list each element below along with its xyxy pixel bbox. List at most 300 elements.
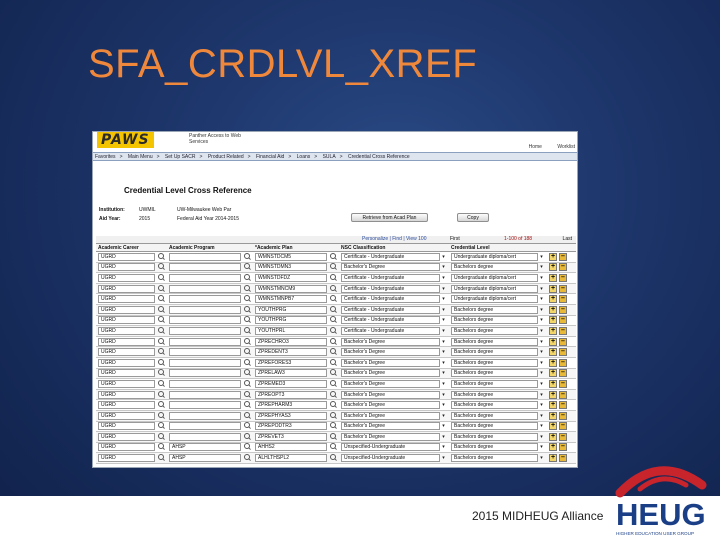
lookup-icon[interactable] xyxy=(157,285,165,293)
nsc-classification-select[interactable]: Certificate - Undergraduate xyxy=(341,274,440,282)
credential-level-select[interactable]: Bachelors degree xyxy=(451,359,538,367)
lookup-icon[interactable] xyxy=(243,263,251,271)
nsc-classification-select[interactable]: Bachelor's Degree xyxy=(341,433,440,441)
plan-field[interactable]: ZPREFORES3 xyxy=(255,359,327,367)
plan-field[interactable]: WMNSTDFDZ xyxy=(255,274,327,282)
add-row-button[interactable]: + xyxy=(550,379,556,387)
program-field[interactable] xyxy=(169,412,241,420)
program-field[interactable] xyxy=(169,253,241,261)
lookup-icon[interactable] xyxy=(243,348,251,356)
lookup-icon[interactable] xyxy=(329,359,337,367)
career-field[interactable]: UGRD xyxy=(98,391,155,399)
chevron-down-icon[interactable]: ▾ xyxy=(540,412,543,419)
table-row xyxy=(96,262,576,273)
lookup-icon[interactable] xyxy=(157,295,165,303)
aid-year-label: Aid Year: xyxy=(99,216,121,222)
lookup-icon[interactable] xyxy=(157,327,165,335)
plan-field[interactable]: YOUTHPRG xyxy=(255,306,327,314)
plan-field[interactable]: ZPREDENT3 xyxy=(255,348,327,356)
lookup-icon[interactable] xyxy=(157,348,165,356)
lookup-icon[interactable] xyxy=(157,306,165,314)
career-field[interactable]: UGRD xyxy=(98,359,155,367)
breadcrumb-item[interactable]: Financial Aid xyxy=(255,154,285,160)
lookup-icon[interactable] xyxy=(157,359,165,367)
logo-arc-icon xyxy=(620,471,702,493)
col-academic-career[interactable]: Academic Career xyxy=(96,244,167,252)
program-field[interactable] xyxy=(169,338,241,346)
lookup-icon[interactable] xyxy=(329,316,337,324)
lookup-icon[interactable] xyxy=(243,391,251,399)
chevron-down-icon[interactable]: ▾ xyxy=(442,412,445,419)
table-row xyxy=(96,400,576,411)
plan-field[interactable]: ZPRELAW3 xyxy=(255,369,327,377)
lookup-icon[interactable] xyxy=(157,316,165,324)
lookup-icon[interactable] xyxy=(243,433,251,441)
lookup-icon[interactable] xyxy=(157,338,165,346)
career-field[interactable]: UGRD xyxy=(98,327,155,335)
chevron-down-icon[interactable]: ▾ xyxy=(540,274,543,281)
chevron-down-icon[interactable]: ▾ xyxy=(540,444,543,451)
col-academic-program[interactable]: Academic Program xyxy=(167,244,253,252)
table-row xyxy=(96,453,576,464)
aid-year-value: 2015 xyxy=(139,216,151,222)
add-row-button[interactable]: + xyxy=(550,295,556,303)
plan-field[interactable]: WMNSTMNCM9 xyxy=(255,285,327,293)
program-field[interactable]: AHSP xyxy=(169,443,241,451)
breadcrumb-item[interactable]: Loans xyxy=(296,154,311,160)
plan-field[interactable]: ZPREMED3 xyxy=(255,380,327,388)
last-link[interactable]: Last xyxy=(562,236,572,242)
add-row-button[interactable]: + xyxy=(550,432,556,440)
lookup-icon[interactable] xyxy=(243,253,251,261)
nsc-classification-select[interactable]: Bachelor's Degree xyxy=(341,412,440,420)
nsc-classification-select[interactable]: Bachelor's Degree xyxy=(341,391,440,399)
career-field[interactable]: UGRD xyxy=(98,253,155,261)
chevron-down-icon[interactable]: ▾ xyxy=(540,338,543,345)
lookup-icon[interactable] xyxy=(157,422,165,430)
delete-row-button[interactable]: – xyxy=(559,263,567,271)
add-row-button[interactable]: + xyxy=(550,411,556,419)
chevron-down-icon[interactable]: ▾ xyxy=(442,423,445,430)
delete-row-button[interactable]: – xyxy=(559,443,567,451)
heug-logo-text: HEUG xyxy=(616,497,706,532)
heug-logo xyxy=(610,455,720,540)
grid-header-row xyxy=(96,244,576,252)
chevron-down-icon[interactable]: ▾ xyxy=(442,306,445,313)
chevron-down-icon[interactable]: ▾ xyxy=(540,433,543,440)
chevron-down-icon[interactable]: ▾ xyxy=(540,264,543,271)
table-row xyxy=(96,421,576,432)
nsc-classification-select[interactable]: Certificate - Undergraduate xyxy=(341,285,440,293)
delete-row-button[interactable]: – xyxy=(559,295,567,303)
credential-level-select[interactable]: Undergraduate diploma/cert xyxy=(451,295,538,303)
plan-field[interactable]: ZPREOPT3 xyxy=(255,391,327,399)
credential-level-select[interactable]: Undergraduate diploma/cert xyxy=(451,274,538,282)
program-field[interactable] xyxy=(169,422,241,430)
career-field[interactable]: UGRD xyxy=(98,285,155,293)
add-row-button[interactable]: + xyxy=(550,358,556,366)
add-row-button[interactable]: + xyxy=(550,401,556,409)
plan-field[interactable]: ZPREVET3 xyxy=(255,433,327,441)
delete-row-button[interactable]: – xyxy=(559,327,567,335)
copy-button[interactable]: Copy xyxy=(457,213,489,222)
col-credential-level[interactable]: Credential Level xyxy=(449,244,547,252)
lookup-icon[interactable] xyxy=(329,401,337,409)
add-row-button[interactable]: + xyxy=(550,252,556,260)
program-field[interactable] xyxy=(169,316,241,324)
nsc-classification-select[interactable]: Certificate - Undergraduate xyxy=(341,306,440,314)
nsc-classification-select[interactable]: Certificate - Undergraduate xyxy=(341,253,440,261)
lookup-icon[interactable] xyxy=(329,253,337,261)
chevron-down-icon[interactable]: ▾ xyxy=(442,327,445,334)
delete-row-button[interactable]: – xyxy=(559,359,567,367)
first-link[interactable]: First xyxy=(450,236,460,242)
chevron-down-icon[interactable]: ▾ xyxy=(442,274,445,281)
program-field[interactable] xyxy=(169,295,241,303)
page-title: Credential Level Cross Reference xyxy=(124,186,252,195)
chevron-down-icon[interactable]: ▾ xyxy=(540,317,543,324)
credential-level-select[interactable]: Bachelors degree xyxy=(451,422,538,430)
table-row xyxy=(96,315,576,326)
plan-field[interactable]: AHHS2 xyxy=(255,443,327,451)
lookup-icon[interactable] xyxy=(243,285,251,293)
plan-field[interactable]: ALHLTHSPL2 xyxy=(255,454,327,462)
credential-grid xyxy=(96,243,576,464)
lookup-icon[interactable] xyxy=(243,338,251,346)
career-field[interactable]: UGRD xyxy=(98,380,155,388)
plan-field[interactable]: WMNSTDMN3 xyxy=(255,263,327,271)
nsc-classification-select[interactable]: Bachelor's Degree xyxy=(341,348,440,356)
table-row xyxy=(96,410,576,421)
lookup-icon[interactable] xyxy=(243,369,251,377)
chevron-down-icon[interactable]: ▾ xyxy=(540,327,543,334)
lookup-icon[interactable] xyxy=(157,401,165,409)
career-field[interactable]: UGRD xyxy=(98,401,155,409)
delete-row-button[interactable]: – xyxy=(559,306,567,314)
chevron-down-icon[interactable]: ▾ xyxy=(540,296,543,303)
career-field[interactable]: UGRD xyxy=(98,338,155,346)
add-row-button[interactable]: + xyxy=(550,454,556,462)
plan-field[interactable]: WMNSTMNPB7 xyxy=(255,295,327,303)
delete-row-button[interactable]: – xyxy=(559,348,567,356)
credential-level-select[interactable]: Bachelors degree xyxy=(451,306,538,314)
delete-row-button[interactable]: – xyxy=(559,412,567,420)
plan-field[interactable]: WMNSTDCM5 xyxy=(255,253,327,261)
program-field[interactable] xyxy=(169,401,241,409)
col-academic-plan[interactable]: *Academic Plan xyxy=(253,244,339,252)
col-actions xyxy=(547,244,576,252)
chevron-down-icon[interactable]: ▾ xyxy=(442,380,445,387)
heug-logo-subtitle: HIGHER EDUCATION USER GROUP xyxy=(616,531,695,536)
chevron-down-icon[interactable]: ▾ xyxy=(442,253,445,260)
add-row-button[interactable]: + xyxy=(550,422,556,430)
row-count: 1-100 of 188 xyxy=(504,236,533,242)
plan-field[interactable]: ZPRECHRO3 xyxy=(255,338,327,346)
col-nsc-classification[interactable]: NSC Classification xyxy=(339,244,449,252)
credential-level-select[interactable]: Bachelors degree xyxy=(451,327,538,335)
lookup-icon[interactable] xyxy=(329,422,337,430)
table-row xyxy=(96,326,576,337)
lookup-icon[interactable] xyxy=(243,443,251,451)
chevron-down-icon[interactable]: ▾ xyxy=(540,349,543,356)
chevron-down-icon[interactable]: ▾ xyxy=(442,370,445,377)
grid-navigation-bar xyxy=(96,236,576,243)
breadcrumb-item[interactable]: Main Menu xyxy=(127,154,153,160)
chevron-down-icon[interactable]: ▾ xyxy=(442,444,445,451)
lookup-icon[interactable] xyxy=(329,412,337,420)
program-field[interactable] xyxy=(169,274,241,282)
institution-label: Institution: xyxy=(99,207,125,213)
table-row xyxy=(96,273,576,284)
credential-level-select[interactable]: Bachelors degree xyxy=(451,433,538,441)
lookup-icon[interactable] xyxy=(243,401,251,409)
paws-screenshot xyxy=(92,131,578,468)
chevron-down-icon[interactable]: ▾ xyxy=(442,391,445,398)
paws-tagline: Panther Access to Web Services xyxy=(189,133,241,145)
table-row xyxy=(96,389,576,400)
chevron-down-icon[interactable]: ▾ xyxy=(442,402,445,409)
credential-level-select[interactable]: Bachelors degree xyxy=(451,412,538,420)
delete-row-button[interactable]: – xyxy=(559,253,567,261)
plan-field[interactable]: YOUTHPRG xyxy=(255,316,327,324)
lookup-icon[interactable] xyxy=(243,454,251,462)
paws-header xyxy=(93,132,577,148)
chevron-down-icon[interactable]: ▾ xyxy=(442,338,445,345)
worklist-link[interactable]: Worklist xyxy=(557,144,575,150)
credential-level-select[interactable]: Bachelors degree xyxy=(451,316,538,324)
add-row-button[interactable]: + xyxy=(550,284,556,292)
delete-row-button[interactable]: – xyxy=(559,285,567,293)
institution-code: UWMIL xyxy=(139,207,156,213)
program-field[interactable]: AHSP xyxy=(169,454,241,462)
credential-level-select[interactable]: Bachelors degree xyxy=(451,369,538,377)
chevron-down-icon[interactable]: ▾ xyxy=(540,380,543,387)
lookup-icon[interactable] xyxy=(329,433,337,441)
program-field[interactable] xyxy=(169,433,241,441)
program-field[interactable] xyxy=(169,327,241,335)
chevron-down-icon[interactable]: ▾ xyxy=(540,455,543,462)
lookup-icon[interactable] xyxy=(157,274,165,282)
lookup-icon[interactable] xyxy=(243,306,251,314)
lookup-icon[interactable] xyxy=(157,253,165,261)
credential-level-select[interactable]: Bachelors degree xyxy=(451,454,538,462)
career-field[interactable]: UGRD xyxy=(98,306,155,314)
chevron-down-icon[interactable]: ▾ xyxy=(540,253,543,260)
lookup-icon[interactable] xyxy=(243,327,251,335)
breadcrumb-item[interactable]: Credential Cross Reference xyxy=(347,154,410,160)
delete-row-button[interactable]: – xyxy=(559,380,567,388)
program-field[interactable] xyxy=(169,306,241,314)
add-row-button[interactable]: + xyxy=(550,443,556,451)
lookup-icon[interactable] xyxy=(157,433,165,441)
add-row-button[interactable]: + xyxy=(550,390,556,398)
credential-level-select[interactable]: Undergraduate diploma/cert xyxy=(451,285,538,293)
lookup-icon[interactable] xyxy=(329,295,337,303)
credential-level-select[interactable]: Bachelors degree xyxy=(451,380,538,388)
delete-row-button[interactable]: – xyxy=(559,369,567,377)
breadcrumb-item[interactable]: SULA xyxy=(322,154,336,160)
lookup-icon[interactable] xyxy=(329,380,337,388)
breadcrumb-item[interactable]: Favorites xyxy=(95,154,116,160)
credential-level-select[interactable]: Bachelors degree xyxy=(451,263,538,271)
career-field[interactable]: UGRD xyxy=(98,369,155,377)
lookup-icon[interactable] xyxy=(157,454,165,462)
add-row-button[interactable]: + xyxy=(550,326,556,334)
nsc-classification-select[interactable]: Certificate - Undergraduate xyxy=(341,327,440,335)
lookup-icon[interactable] xyxy=(243,422,251,430)
delete-row-button[interactable]: – xyxy=(559,454,567,462)
slide-title: SFA_CRDLVL_XREF xyxy=(88,42,478,86)
chevron-down-icon[interactable]: ▾ xyxy=(540,423,543,430)
lookup-icon[interactable] xyxy=(329,391,337,399)
lookup-icon[interactable] xyxy=(329,327,337,335)
add-row-button[interactable]: + xyxy=(550,263,556,271)
credential-level-select[interactable]: Bachelors degree xyxy=(451,401,538,409)
nsc-classification-select[interactable]: Certificate - Undergraduate xyxy=(341,316,440,324)
table-row xyxy=(96,252,576,263)
lookup-icon[interactable] xyxy=(329,306,337,314)
lookup-icon[interactable] xyxy=(243,380,251,388)
retrieve-from-acad-plan-button[interactable]: Retrieve from Acad Plan xyxy=(351,213,428,222)
career-field[interactable]: UGRD xyxy=(98,263,155,271)
add-row-button[interactable]: + xyxy=(550,273,556,281)
chevron-down-icon[interactable]: ▾ xyxy=(540,402,543,409)
lookup-icon[interactable] xyxy=(329,443,337,451)
nsc-classification-select[interactable]: Unspecified-Undergraduate xyxy=(341,454,440,462)
credential-level-select[interactable]: Bachelors degree xyxy=(451,338,538,346)
lookup-icon[interactable] xyxy=(243,274,251,282)
chevron-down-icon[interactable]: ▾ xyxy=(540,359,543,366)
career-field[interactable]: UGRD xyxy=(98,348,155,356)
chevron-down-icon[interactable]: ▾ xyxy=(442,455,445,462)
nsc-classification-select[interactable]: Bachelor's Degree xyxy=(341,359,440,367)
chevron-down-icon[interactable]: ▾ xyxy=(442,359,445,366)
table-row xyxy=(96,336,576,347)
table-row xyxy=(96,379,576,390)
nsc-classification-select[interactable]: Bachelor's Degree xyxy=(341,422,440,430)
delete-row-button[interactable]: – xyxy=(559,274,567,282)
chevron-down-icon[interactable]: ▾ xyxy=(442,285,445,292)
paws-logo: PAWS xyxy=(97,132,154,148)
table-row xyxy=(96,357,576,368)
program-field[interactable] xyxy=(169,263,241,271)
lookup-icon[interactable] xyxy=(329,369,337,377)
chevron-down-icon[interactable]: ▾ xyxy=(442,317,445,324)
lookup-icon[interactable] xyxy=(329,338,337,346)
chevron-down-icon[interactable]: ▾ xyxy=(540,306,543,313)
delete-row-button[interactable]: – xyxy=(559,433,567,441)
credential-level-select[interactable]: Undergraduate diploma/cert xyxy=(451,253,538,261)
nsc-classification-select[interactable]: Bachelor's Degree xyxy=(341,338,440,346)
chevron-down-icon[interactable]: ▾ xyxy=(540,370,543,377)
delete-row-button[interactable]: – xyxy=(559,391,567,399)
plan-field[interactable]: ZPREPODTR3 xyxy=(255,422,327,430)
lookup-icon[interactable] xyxy=(157,443,165,451)
chevron-down-icon[interactable]: ▾ xyxy=(442,433,445,440)
plan-field[interactable]: YOUTHPRL xyxy=(255,327,327,335)
lookup-icon[interactable] xyxy=(157,391,165,399)
add-row-button[interactable]: + xyxy=(550,348,556,356)
nsc-classification-select[interactable]: Bachelor's Degree xyxy=(341,380,440,388)
nsc-classification-select[interactable]: Bachelor's Degree xyxy=(341,401,440,409)
institution-name: UW-Milwaukee Web Par xyxy=(177,207,232,213)
program-field[interactable] xyxy=(169,380,241,388)
breadcrumb-item[interactable]: Product Related xyxy=(207,154,244,160)
table-row xyxy=(96,347,576,358)
lookup-icon[interactable] xyxy=(329,263,337,271)
table-row xyxy=(96,294,576,305)
plan-field[interactable]: ZPREPHARM3 xyxy=(255,401,327,409)
breadcrumb-item[interactable]: Set Up SACR xyxy=(164,154,196,160)
home-link[interactable]: Home xyxy=(528,144,542,150)
lookup-icon[interactable] xyxy=(243,412,251,420)
career-field[interactable]: UGRD xyxy=(98,454,155,462)
nsc-classification-select[interactable]: Bachelor's Degree xyxy=(341,369,440,377)
aid-year-description: Federal Aid Year 2014-2015 xyxy=(177,216,239,222)
program-field[interactable] xyxy=(169,285,241,293)
career-field[interactable]: UGRD xyxy=(98,443,155,451)
chevron-down-icon[interactable]: ▾ xyxy=(442,349,445,356)
delete-row-button[interactable]: – xyxy=(559,401,567,409)
lookup-icon[interactable] xyxy=(157,369,165,377)
delete-row-button[interactable]: – xyxy=(559,316,567,324)
add-row-button[interactable]: + xyxy=(550,369,556,377)
breadcrumb: Favorites > Main Menu > Set Up SACR > Product Related > Financial Aid > Loans > SULA > Credential Cross Reference xyxy=(93,152,577,161)
program-field[interactable] xyxy=(169,391,241,399)
program-field[interactable] xyxy=(169,348,241,356)
lookup-icon[interactable] xyxy=(329,285,337,293)
delete-row-button[interactable]: – xyxy=(559,422,567,430)
career-field[interactable]: UGRD xyxy=(98,274,155,282)
chevron-down-icon[interactable]: ▾ xyxy=(442,264,445,271)
chevron-down-icon[interactable]: ▾ xyxy=(442,296,445,303)
nsc-classification-select[interactable]: Unspecified-Undergraduate xyxy=(341,443,440,451)
career-field[interactable]: UGRD xyxy=(98,316,155,324)
lookup-icon[interactable] xyxy=(329,348,337,356)
add-row-button[interactable]: + xyxy=(550,316,556,324)
nsc-classification-select[interactable]: Bachelor's Degree xyxy=(341,263,440,271)
career-field[interactable]: UGRD xyxy=(98,433,155,441)
lookup-icon[interactable] xyxy=(243,359,251,367)
nsc-classification-select[interactable]: Certificate - Undergraduate xyxy=(341,295,440,303)
lookup-icon[interactable] xyxy=(243,295,251,303)
add-row-button[interactable]: + xyxy=(550,337,556,345)
lookup-icon[interactable] xyxy=(243,316,251,324)
credential-level-select[interactable]: Bachelors degree xyxy=(451,348,538,356)
credential-level-select[interactable]: Bachelors degree xyxy=(451,443,538,451)
table-row xyxy=(96,304,576,315)
chevron-down-icon[interactable]: ▾ xyxy=(540,391,543,398)
lookup-icon[interactable] xyxy=(329,274,337,282)
lookup-icon[interactable] xyxy=(157,412,165,420)
header-links xyxy=(515,144,575,150)
lookup-icon[interactable] xyxy=(157,380,165,388)
career-field[interactable]: UGRD xyxy=(98,295,155,303)
chevron-down-icon[interactable]: ▾ xyxy=(540,285,543,292)
program-field[interactable] xyxy=(169,369,241,377)
add-row-button[interactable]: + xyxy=(550,305,556,313)
program-field[interactable] xyxy=(169,359,241,367)
table-row xyxy=(96,442,576,453)
plan-field[interactable]: ZPREPHYAS3 xyxy=(255,412,327,420)
career-field[interactable]: UGRD xyxy=(98,412,155,420)
credential-level-select[interactable]: Bachelors degree xyxy=(451,391,538,399)
delete-row-button[interactable]: – xyxy=(559,338,567,346)
career-field[interactable]: UGRD xyxy=(98,422,155,430)
lookup-icon[interactable] xyxy=(157,263,165,271)
personalize-link[interactable]: Personalize | Find | View 100 xyxy=(362,236,427,242)
lookup-icon[interactable] xyxy=(329,454,337,462)
